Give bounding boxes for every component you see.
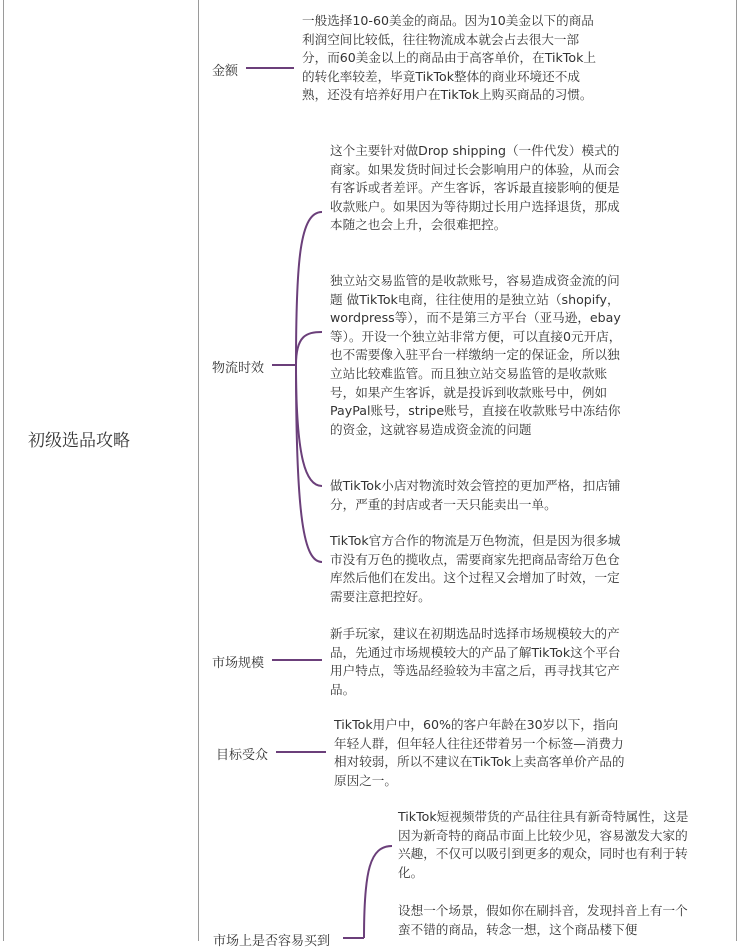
branch-amount-label[interactable]: 金额 (212, 64, 239, 79)
logistics-note-1: 这个主要针对做Drop shipping（一件代发）模式的商家。如果发货时间过长会影响用户的体验，从而会有客诉或者差评。产生客诉，客诉最直接影响的便是收款账户。如果因为等待期过长用户选择退货，那成本随之也会上升，会很难把控。 (330, 143, 620, 233)
market-size-note: 新手玩家，建议在初期选品时选择市场规模较大的产品，先通过市场规模较大的产品了解TikTok这个平台用户特点，等选品经验较为丰富之后，再寻找其它产品。 (330, 626, 621, 697)
availability-note-2: 设想一个场景，假如你在刷抖音，发现抖音上有一个蛮不错的商品，转念一想，这个商品楼下便 (398, 903, 688, 937)
logistics-note-4: TikTok官方合作的物流是万色物流，但是因为很多城市没有万色的揽收点，需要商家先把商品寄给万色仓库然后他们在发出。这个过程又会增加了时效，一定需要注意把控好。 (330, 533, 621, 604)
logistics-note-3: 做TikTok小店对物流时效会管控的更加严格，扣店铺分，严重的封店或者一天只能卖出一单。 (330, 478, 621, 512)
connector-logistics (272, 212, 322, 562)
branch-audience-label[interactable]: 目标受众 (216, 748, 269, 763)
branch-logistics-label[interactable]: 物流时效 (212, 361, 265, 376)
availability-note-1: TikTok短视频带货的产品往往具有新奇特属性，这是因为新奇特的商品市面上比较少见，容易激发大家的兴趣，不仅可以吸引到更多的观众，同时也有利于转化。 (398, 809, 689, 880)
audience-note: TikTok用户中，60%的客户年龄在30岁以下，指向年轻人群，但年轻人往往还带着另一个标签—消费力相对较弱，所以不建议在TikTok上卖高客单价产品的原因之一。 (334, 717, 625, 788)
connector-availability (343, 846, 392, 938)
branch-availability-label[interactable]: 市场上是否容易买到 (213, 934, 331, 949)
logistics-note-2: 独立站交易监管的是收款账号，容易造成资金流的问题 做TikTok电商，往往使用的是独立站（shopify，wordpress等），而不是第三方平台（亚马逊，ebay等）。开设一个独立站非常方便，可以直接0元开店，也不需要像入驻平台一样缴纳一定的保证金，所以独立站比较难监管。而且独立站交易监管的是收款账号，如果产生客诉，就是投诉到收款账号中，例如PayPal账号，stripe账号，直接在收款账号中冻结你的资金，这就容易造成资金流的问题 (330, 273, 622, 437)
root-topic[interactable]: 初级选品攻略 (28, 431, 130, 451)
branch-amount-note: 一般选择10-60美金的商品。因为10美金以下的商品利润空间比较低，往往物流成本就会占去很大一部分，而60美金以上的商品由于高客单价，在TikTok上的转化率较差，毕竟TikTok整体的商业环境还不成熟，还没有培养好用户在TikTok上购买商品的习惯。 (302, 13, 596, 103)
branch-market-size-label[interactable]: 市场规模 (212, 656, 265, 671)
